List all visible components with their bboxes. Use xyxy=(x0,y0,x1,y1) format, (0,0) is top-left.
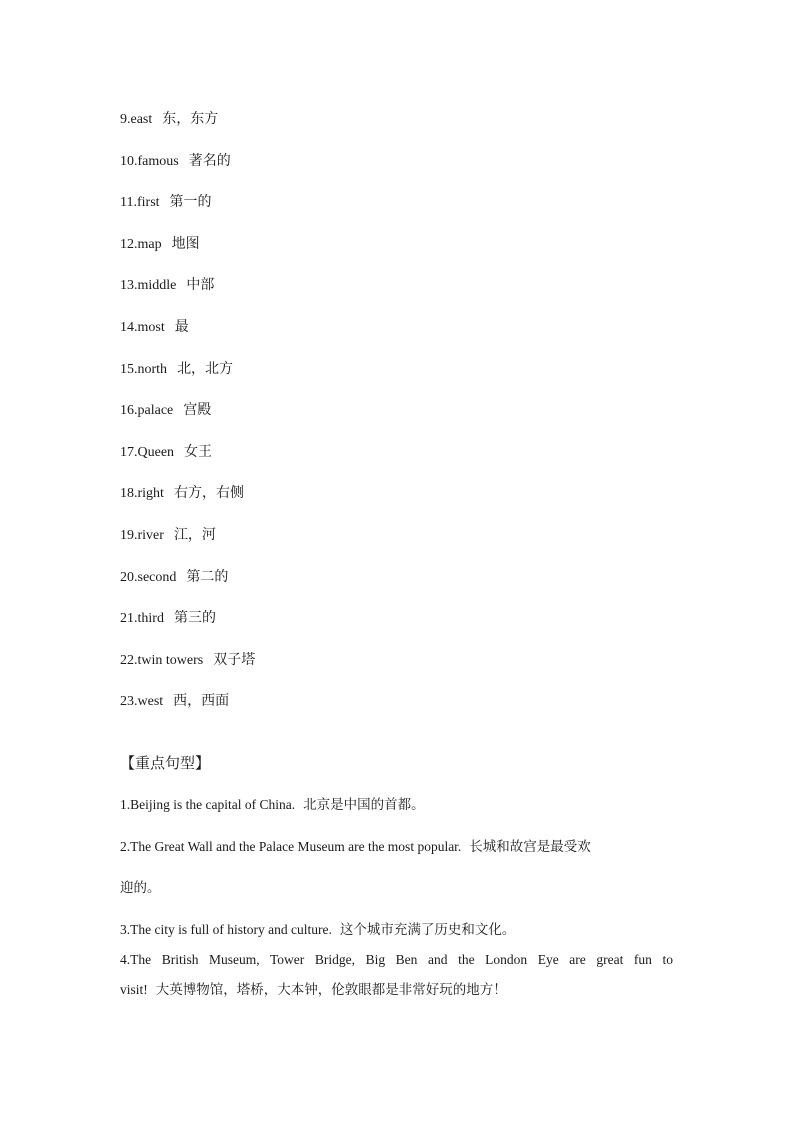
vocab-meaning: 中部 xyxy=(186,277,215,294)
vocab-word: 9.east xyxy=(120,112,153,127)
vocab-meaning: 著名的 xyxy=(188,152,231,169)
vocab-word: 11.first xyxy=(120,195,160,211)
vocab-meaning: 双子塔 xyxy=(213,651,256,668)
vocab-item xyxy=(120,358,680,400)
vocab-item xyxy=(120,482,680,524)
vocab-meaning: 宫殿 xyxy=(183,402,212,419)
vocab-item xyxy=(120,566,680,608)
sentence-chinese: 这个城市充满了历史和文化。 xyxy=(339,922,516,938)
sentence-english: 3.The city is full of history and culture. xyxy=(120,922,332,937)
vocab-meaning: 女王 xyxy=(184,443,213,460)
sentence-line xyxy=(120,836,673,877)
key-sentence-3 xyxy=(120,919,673,949)
vocabulary-list xyxy=(120,108,680,732)
sentence-chinese: 长城和故宫是最受欢 xyxy=(469,839,591,855)
sentence-english: 4.The British Museum, Tower Bridge, Big Ben and the London Eye are great fun to xyxy=(120,952,673,967)
sentence-chinese: 迎的。 xyxy=(120,880,161,896)
vocab-item xyxy=(120,399,680,441)
vocab-item xyxy=(120,690,680,732)
vocab-word: 20.second xyxy=(120,569,177,585)
vocab-meaning: 西，西面 xyxy=(173,693,230,710)
vocab-item xyxy=(120,233,680,275)
vocab-word: 22.twin towers xyxy=(120,652,204,668)
vocab-meaning: 右方，右侧 xyxy=(173,485,244,502)
vocab-word: 23.west xyxy=(120,694,164,710)
vocab-meaning: 东，东方 xyxy=(162,111,219,127)
vocab-word: 18.right xyxy=(120,486,164,502)
vocab-meaning: 地图 xyxy=(171,235,200,252)
key-sentence-4 xyxy=(120,949,673,1009)
sentence-chinese: 大英博物馆，塔桥，大本钟，伦敦眼都是非常好玩的地方！ xyxy=(155,982,507,998)
vocab-meaning: 北，北方 xyxy=(177,360,234,377)
vocab-word: 21.third xyxy=(120,611,164,627)
sentence-line xyxy=(120,877,673,918)
vocab-meaning: 江，河 xyxy=(173,526,216,543)
vocab-meaning: 第二的 xyxy=(186,568,229,585)
vocab-item xyxy=(120,191,680,233)
vocab-item xyxy=(120,607,680,649)
vocab-word: 19.river xyxy=(120,527,164,543)
vocab-word: 13.middle xyxy=(120,278,177,294)
sentence-english: 1.Beijing is the capital of China. xyxy=(120,797,296,812)
vocab-item xyxy=(120,524,680,566)
vocab-word: 16.palace xyxy=(120,403,174,419)
vocab-item xyxy=(120,150,680,192)
vocab-item xyxy=(120,649,680,691)
key-sentence-list xyxy=(120,794,673,1009)
sentence-chinese: 北京是中国的首都。 xyxy=(303,797,425,813)
key-sentence-1 xyxy=(120,794,673,836)
sentence-english: visit! xyxy=(120,982,148,997)
vocab-item xyxy=(120,441,680,483)
sentence-line xyxy=(120,979,673,1009)
vocab-word: 12.map xyxy=(120,236,162,252)
vocab-word: 10.famous xyxy=(120,153,179,169)
vocab-word: 14.most xyxy=(120,319,165,335)
sentence-english: 2.The Great Wall and the Palace Museum are the most popular. xyxy=(120,839,462,854)
key-sentence-2 xyxy=(120,836,673,919)
vocab-meaning: 第三的 xyxy=(173,610,216,627)
vocab-item xyxy=(120,316,680,358)
vocab-item xyxy=(120,108,680,150)
vocab-meaning: 最 xyxy=(174,318,189,335)
vocab-word: 15.north xyxy=(120,361,168,377)
section-title-key-sentences: 【重点句型】 xyxy=(120,754,211,772)
vocab-meaning: 第一的 xyxy=(169,194,212,211)
vocab-word: 17.Queen xyxy=(120,444,175,460)
vocab-item xyxy=(120,274,680,316)
